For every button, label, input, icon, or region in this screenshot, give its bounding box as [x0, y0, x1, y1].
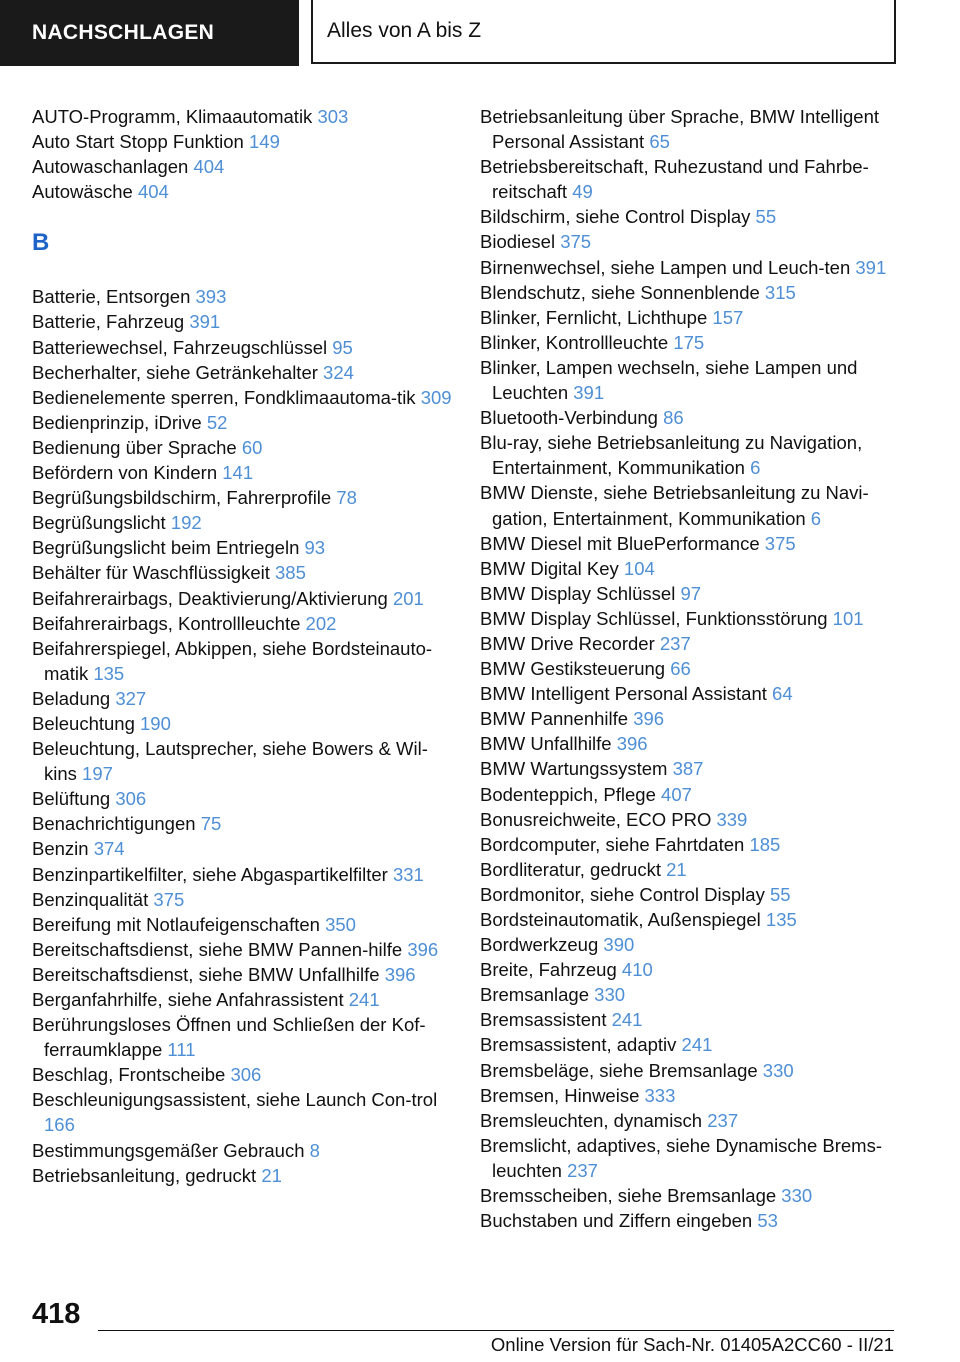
page-reference-link[interactable]: 55 [755, 206, 777, 228]
index-entry [32, 1062, 452, 1087]
index-entry [32, 1012, 452, 1062]
page-reference-link[interactable]: 315 [764, 281, 796, 303]
page-reference-link[interactable]: 202 [305, 612, 337, 634]
page-reference-link[interactable]: 327 [115, 687, 147, 709]
index-entry-term: Batteriewechsel, Fahrzeugschlüssel [32, 336, 328, 358]
page-title-box [311, 0, 896, 64]
page-reference-link[interactable]: 404 [137, 181, 169, 203]
index-entry-term: Bordwerkzeug [480, 934, 599, 956]
index-entry [32, 179, 452, 204]
page-reference-link[interactable]: 197 [82, 763, 113, 785]
page-reference-link[interactable]: 64 [772, 683, 793, 705]
index-entry-term: Bremsscheiben, siehe Bremsanlage [480, 1185, 777, 1207]
page-reference-link[interactable]: 157 [712, 306, 744, 328]
index-entry-term: BMW Unfallhilfe [480, 733, 612, 755]
page-reference-link[interactable]: 135 [93, 662, 125, 684]
index-entry-term: BMW Digital Key [480, 557, 619, 579]
page-reference-link[interactable]: 185 [749, 833, 781, 855]
page-reference-link[interactable]: 201 [392, 587, 424, 609]
page-reference-link[interactable]: 241 [681, 1034, 713, 1056]
page-reference-link[interactable]: 339 [716, 808, 748, 830]
index-entry-term: Beladung [32, 687, 111, 709]
index-entry-term: Bremsanlage [480, 984, 590, 1006]
index-entry-term: Batterie, Entsorgen [32, 286, 191, 308]
page-reference-link[interactable]: 93 [304, 537, 326, 559]
index-entry-term: BMW Diesel mit BluePerformance [480, 532, 760, 554]
index-entry [32, 1087, 452, 1137]
page-number: 418 [32, 1298, 81, 1330]
index-entry-term: Bonusreichweite, ECO PRO [480, 808, 712, 830]
footer-version: Online Version für Sach-Nr. 01405A2CC60 - II/21 [490, 1334, 894, 1355]
index-entry [32, 711, 452, 736]
page-reference-link[interactable]: 192 [170, 512, 202, 534]
index-entry-term: Batterie, Fahrzeug [32, 311, 185, 333]
index-entry-term: Birnenwechsel, siehe Lampen und Leuch-ten [480, 256, 851, 278]
index-entry-term: Autowaschanlagen [32, 156, 189, 178]
index-entry-term: Blinker, Fernlicht, Lichthupe [480, 306, 708, 328]
page-reference-link[interactable]: 55 [769, 883, 791, 905]
page-reference-link[interactable]: 303 [317, 106, 349, 127]
index-entry [480, 857, 910, 882]
index-entry [480, 405, 910, 430]
page-reference-link[interactable]: 331 [392, 863, 424, 885]
index-entry-term: Becherhalter, siehe Getränkehalter [32, 361, 318, 383]
page-reference-link[interactable]: 333 [644, 1084, 676, 1106]
page-reference-link[interactable]: 350 [325, 913, 356, 935]
index-entry [480, 556, 910, 581]
page-reference-link[interactable]: 407 [661, 783, 692, 805]
index-entry-term: AUTO-Programm, Klimaautomatik [32, 106, 313, 127]
index-entry [32, 912, 452, 937]
index-entry [480, 681, 910, 706]
index-entry [480, 229, 910, 254]
page-reference-link[interactable]: 141 [222, 462, 254, 484]
index-entry-term: Autowäsche [32, 181, 133, 203]
index-entry [32, 335, 452, 360]
index-entry-term: Bordliteratur, gedruckt [480, 858, 661, 880]
page-reference-link[interactable]: 101 [832, 607, 864, 629]
index-entry-term: Bedienprinzip, iDrive [32, 411, 202, 433]
page-reference-link[interactable]: 391 [189, 311, 221, 333]
page-reference-link[interactable]: 375 [764, 532, 796, 554]
index-list-a [32, 104, 452, 204]
index-entry-term: BMW Intelligent Personal Assistant [480, 683, 767, 705]
index-entry-term: Begrüßungsbildschirm, Fahrerprofile [32, 487, 332, 509]
page-reference-link[interactable]: 86 [663, 407, 684, 429]
index-entry [480, 531, 910, 556]
page-reference-link[interactable]: 241 [611, 1009, 643, 1031]
index-entry-term: Bedienung über Sprache [32, 436, 237, 458]
page-reference-link[interactable]: 237 [567, 1159, 598, 1181]
index-entry [480, 631, 910, 656]
index-entry [32, 636, 452, 686]
page-reference-link[interactable]: 387 [672, 758, 704, 780]
index-entry [32, 535, 452, 560]
index-entry [480, 1133, 910, 1183]
index-entry [32, 309, 452, 334]
index-entry [32, 987, 452, 1012]
page-reference-link[interactable]: 324 [323, 361, 354, 383]
index-entry-term: Beleuchtung, Lautsprecher, siehe Bowers & Wil-kins [32, 738, 428, 785]
page-reference-link[interactable]: 330 [762, 1059, 794, 1081]
index-entry [480, 782, 910, 807]
page-reference-link[interactable]: 410 [621, 959, 653, 981]
index-entry-term: Beifahrerairbags, Kontrollleuchte [32, 612, 301, 634]
page-reference-link[interactable]: 6 [750, 457, 761, 479]
page-reference-link[interactable]: 52 [206, 411, 228, 433]
section-label: NACHSCHLAGEN [32, 21, 215, 44]
page-reference-link[interactable]: 49 [572, 181, 593, 203]
index-entry-term: Biodiesel [480, 231, 556, 253]
page-reference-link[interactable]: 306 [230, 1064, 262, 1086]
index-entry [480, 154, 910, 204]
index-list-b-left [32, 284, 452, 1187]
index-entry [480, 1208, 910, 1233]
index-entry-term: BMW Drive Recorder [480, 632, 655, 654]
index-entry-term: Beschleunigungsassistent, siehe Launch Con-trol [32, 1089, 438, 1111]
page-reference-link[interactable]: 393 [195, 286, 227, 308]
section-tab [0, 0, 299, 66]
index-entry [32, 811, 452, 836]
page-reference-link[interactable]: 330 [594, 984, 626, 1006]
page-reference-link[interactable]: 391 [573, 382, 605, 404]
page-reference-link[interactable]: 97 [680, 582, 702, 604]
index-entry [32, 560, 452, 585]
page-reference-link[interactable]: 391 [855, 256, 887, 278]
index-entry [480, 355, 910, 405]
index-entry [480, 606, 910, 631]
index-entry-term: BMW Wartungssystem [480, 758, 668, 780]
index-entry-term: BMW Display Schlüssel [480, 582, 676, 604]
page-reference-link[interactable]: 65 [649, 131, 670, 153]
index-entry [32, 686, 452, 711]
index-entry [480, 807, 910, 832]
index-entry-term: Bedienelemente sperren, Fondklimaautoma-tik [32, 386, 416, 408]
page-reference-link[interactable]: 6 [810, 507, 822, 529]
index-entry-term: Bremsleuchten, dynamisch [480, 1109, 703, 1131]
page-reference-link[interactable]: 166 [44, 1114, 75, 1136]
index-entry-term: Behälter für Waschflüssigkeit [32, 562, 270, 584]
index-entry [480, 932, 910, 957]
index-entry [480, 1108, 910, 1133]
index-entry [480, 756, 910, 781]
page-reference-link[interactable]: 149 [249, 131, 280, 153]
page-reference-link[interactable]: 330 [781, 1185, 813, 1207]
page-reference-link[interactable]: 21 [666, 858, 687, 880]
index-entry-term: Bodenteppich, Pflege [480, 783, 656, 805]
index-entry-term: BMW Gestiksteuerung [480, 658, 666, 680]
index-entry-term: Beleuchtung [32, 712, 135, 734]
index-entry-term: Berührungsloses Öffnen und Schließen der Kof-ferraumklappe [32, 1014, 426, 1061]
page-reference-link[interactable]: 374 [93, 838, 125, 860]
index-entry-term: Benzinpartikelfilter, siehe Abgaspartikelfilter [32, 863, 388, 885]
page-reference-link[interactable]: 390 [603, 934, 635, 956]
page-reference-link[interactable]: 375 [560, 231, 592, 253]
index-entry [480, 656, 910, 681]
index-entry-term: Blendschutz, siehe Sonnenblende [480, 281, 760, 303]
index-entry [480, 255, 910, 280]
index-column-left [32, 104, 452, 1188]
page-reference-link[interactable]: 95 [332, 336, 353, 358]
index-entry-term: Bremsen, Hinweise [480, 1084, 640, 1106]
index-entry [32, 937, 452, 962]
index-entry-term: Beschlag, Frontscheibe [32, 1064, 226, 1086]
index-entry [32, 435, 452, 460]
page-reference-link[interactable]: 190 [140, 712, 171, 734]
index-entry [32, 586, 452, 611]
index-entry [32, 1138, 452, 1163]
index-entry-term: Benachrichtigungen [32, 813, 196, 835]
page-reference-link[interactable]: 104 [623, 557, 655, 579]
index-entry [32, 510, 452, 535]
index-list-b-right [480, 104, 910, 1233]
index-entry-term: Blu-ray, siehe Betriebsanleitung zu Navigation, Entertainment, Kommunikation [480, 432, 863, 479]
page-reference-link[interactable]: 396 [407, 938, 439, 960]
footer-divider [98, 1330, 894, 1331]
index-entry-term: Belüftung [32, 788, 111, 810]
index-entry [480, 581, 910, 606]
index-entry [32, 485, 452, 510]
index-entry-term: Bordmonitor, siehe Control Display [480, 883, 765, 905]
index-entry-term: Buchstaben und Ziffern eingeben [480, 1210, 753, 1232]
index-entry [480, 430, 910, 480]
index-entry-term: Bordcomputer, siehe Fahrtdaten [480, 833, 745, 855]
index-entry [32, 104, 452, 129]
page-reference-link[interactable]: 21 [261, 1164, 282, 1186]
page-reference-link[interactable]: 404 [193, 156, 225, 178]
page-reference-link[interactable]: 396 [633, 708, 665, 730]
index-entry-term: Blinker, Lampen wechseln, siehe Lampen und Leuchten [480, 356, 858, 404]
index-entry [480, 706, 910, 731]
index-entry-term: Blinker, Kontrollleuchte [480, 331, 669, 353]
index-entry-term: BMW Pannenhilfe [480, 708, 629, 730]
index-entry-term: Befördern von Kindern [32, 462, 218, 484]
page-reference-link[interactable]: 135 [765, 909, 797, 930]
index-entry-term: Bremslicht, adaptives, siehe Dynamische Brems-leuchten [480, 1134, 883, 1181]
index-entry-term: Beifahrerspiegel, Abkippen, siehe Bordsteinauto-matik [32, 637, 433, 684]
index-entry [480, 480, 910, 530]
page-reference-link[interactable]: 309 [420, 386, 452, 408]
index-entry [32, 736, 452, 786]
index-entry-term: Bereitschaftsdienst, siehe BMW Unfallhilfe [32, 963, 380, 985]
index-entry [32, 410, 452, 435]
page-reference-link[interactable]: 237 [707, 1109, 739, 1131]
index-entry [32, 862, 452, 887]
index-entry [480, 1032, 910, 1057]
index-entry [32, 962, 452, 987]
page-reference-link[interactable]: 53 [757, 1210, 778, 1232]
index-entry [32, 129, 452, 154]
index-entry [480, 305, 910, 330]
index-entry-term: Bordsteinautomatik, Außenspiegel [480, 909, 761, 930]
index-entry [480, 1007, 910, 1032]
page-reference-link[interactable]: 306 [115, 788, 147, 810]
page-reference-link[interactable]: 237 [659, 632, 691, 654]
index-entry [32, 460, 452, 485]
index-entry-term: Begrüßungslicht [32, 512, 166, 534]
index-entry-term: Begrüßungslicht beim Entriegeln [32, 537, 300, 559]
page-reference-link[interactable]: 241 [348, 989, 380, 1010]
index-entry-term: Benzin [32, 838, 89, 860]
index-entry [32, 385, 452, 410]
index-entry [480, 280, 910, 305]
index-entry-term: Bremsbeläge, siehe Bremsanlage [480, 1059, 758, 1081]
index-entry [480, 104, 910, 154]
letter-heading-b: B [32, 229, 50, 257]
index-entry [480, 204, 910, 229]
index-entry-term: Bereifung mit Notlaufeigenschaften [32, 913, 320, 935]
page-reference-link[interactable]: 111 [167, 1039, 196, 1061]
page-reference-link[interactable]: 60 [241, 436, 263, 458]
index-entry [480, 982, 910, 1007]
index-entry-term: Berganfahrhilfe, siehe Anfahrassistent [32, 989, 344, 1010]
index-entry-term: BMW Display Schlüssel, Funktionsstörung [480, 607, 828, 629]
index-entry [32, 360, 452, 385]
page-reference-link[interactable]: 8 [309, 1139, 320, 1161]
index-entry-term: Bildschirm, siehe Control Display [480, 206, 751, 228]
index-entry [32, 1163, 452, 1188]
page-reference-link[interactable]: 385 [275, 562, 306, 584]
index-entry [480, 731, 910, 756]
index-entry [480, 1183, 910, 1208]
page-reference-link[interactable]: 396 [616, 733, 648, 755]
index-entry [32, 836, 452, 861]
index-entry [32, 611, 452, 636]
index-entry-term: Betriebsanleitung über Sprache, BMW Intelligent Personal Assistant [480, 106, 879, 153]
index-entry [480, 1058, 910, 1083]
index-entry [480, 330, 910, 355]
index-entry-term: Breite, Fahrzeug [480, 959, 617, 981]
index-entry [480, 907, 910, 932]
index-entry-term: Bereitschaftsdienst, siehe BMW Pannen-hilfe [32, 938, 403, 960]
index-entry [32, 786, 452, 811]
page-reference-link[interactable]: 375 [153, 888, 185, 910]
index-entry [480, 882, 910, 907]
page-title: Alles von A bis Z [327, 19, 482, 42]
index-entry-term: Bestimmungsgemäßer Gebrauch [32, 1139, 305, 1161]
index-entry-term: Benzinqualität [32, 888, 149, 910]
index-entry [480, 957, 910, 982]
page-reference-link[interactable]: 175 [673, 331, 705, 353]
index-entry [32, 887, 452, 912]
index-entry-term: Betriebsanleitung, gedruckt [32, 1164, 257, 1186]
page-reference-link[interactable]: 66 [670, 658, 691, 680]
index-entry [480, 832, 910, 857]
index-entry [32, 154, 452, 179]
page-reference-link[interactable]: 75 [200, 813, 222, 835]
index-entry-term: Beifahrerairbags, Deaktivierung/Aktivierung [32, 587, 388, 609]
index-entry [32, 284, 452, 309]
index-entry-term: Auto Start Stopp Funktion [32, 131, 244, 153]
index-entry-term: Betriebsbereitschaft, Ruhezustand und Fahrbe-reitschaft [480, 156, 869, 203]
index-column-right [480, 104, 910, 1233]
index-entry-term: Bluetooth-Verbindung [480, 407, 658, 429]
page-reference-link[interactable]: 78 [336, 487, 357, 509]
index-entry [480, 1083, 910, 1108]
index-entry-term: Bremsassistent [480, 1009, 607, 1031]
page-reference-link[interactable]: 396 [384, 963, 416, 985]
index-entry-term: Bremsassistent, adaptiv [480, 1034, 677, 1056]
index-entry-term: BMW Dienste, siehe Betriebsanleitung zu Navi-gation, Entertainment, Kommunikation [480, 482, 869, 529]
